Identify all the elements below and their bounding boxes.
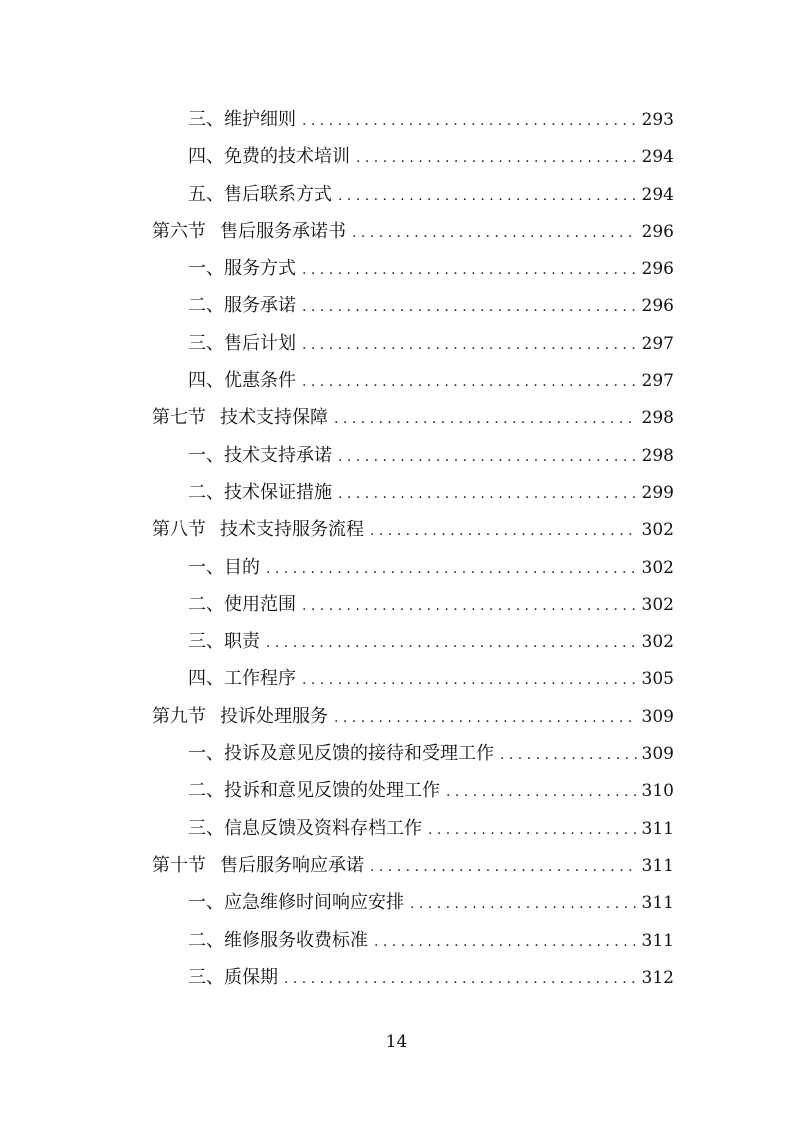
toc-subsection-entry[interactable] <box>152 437 674 474</box>
toc-entry-number: 三、 <box>188 817 224 839</box>
toc-entry-label <box>188 810 422 847</box>
toc-entry-page: 297 <box>641 371 674 392</box>
toc-entry-number: 二、 <box>188 593 224 615</box>
toc-dot-leader <box>302 327 638 364</box>
toc-section-entry[interactable] <box>152 698 674 735</box>
toc-subsection-entry[interactable] <box>152 138 674 175</box>
toc-subsection-entry[interactable] <box>152 810 674 847</box>
toc-entry-page: 296 <box>641 296 674 317</box>
toc-subsection-entry[interactable] <box>152 735 674 772</box>
toc-dot-leader <box>338 178 638 215</box>
toc-subsection-entry[interactable] <box>152 660 674 697</box>
toc-entry-title: 工作程序 <box>224 668 296 690</box>
toc-entry-title: 售后计划 <box>224 332 296 354</box>
toc-entry-title: 服务方式 <box>224 258 296 280</box>
toc-entry-label <box>188 660 296 697</box>
toc-entry-page: 309 <box>641 706 674 727</box>
toc-entry-label <box>188 250 296 287</box>
toc-entry-label <box>188 325 296 362</box>
toc-subsection-entry[interactable] <box>152 772 674 809</box>
toc-entry-number: 一、 <box>188 892 224 914</box>
toc-section-entry[interactable] <box>152 847 674 884</box>
toc-entry-page: 294 <box>641 184 674 205</box>
toc-entry-number: 二、 <box>188 780 224 802</box>
toc-entry-label <box>188 922 368 959</box>
toc-entry-number: 四、 <box>188 668 224 690</box>
toc-entry-page: 299 <box>641 482 674 503</box>
toc-dot-leader <box>352 215 638 252</box>
toc-entry-number: 第十节 <box>152 854 206 876</box>
toc-section-entry[interactable] <box>152 213 674 250</box>
toc-entry-page: 296 <box>641 221 674 242</box>
toc-entry-number: 一、 <box>188 556 224 578</box>
toc-entry-number: 一、 <box>188 743 224 765</box>
toc-entry-page: 298 <box>641 408 674 429</box>
toc-subsection-entry[interactable] <box>152 325 674 362</box>
toc-entry-title: 维修服务收费标准 <box>224 929 368 951</box>
toc-entry-title: 优惠条件 <box>224 370 296 392</box>
toc-entry-number: 二、 <box>188 295 224 317</box>
toc-entry-page: 310 <box>641 781 674 802</box>
toc-entry-label <box>152 399 328 436</box>
toc-entry-page: 302 <box>641 594 674 615</box>
toc-entry-number: 第七节 <box>152 407 206 429</box>
toc-entry-title: 免费的技术培训 <box>224 146 350 168</box>
toc-entry-label <box>188 586 296 623</box>
toc-entry-number: 三、 <box>188 966 224 988</box>
toc-dot-leader <box>374 924 638 961</box>
toc-entry-number: 二、 <box>188 929 224 951</box>
toc-entry-label <box>188 437 332 474</box>
toc-entry-page: 311 <box>641 855 674 876</box>
toc-entry-label <box>152 847 364 884</box>
toc-entry-title: 售后服务响应承诺 <box>220 854 364 876</box>
toc-section-entry[interactable] <box>152 511 674 548</box>
toc-dot-leader <box>302 103 638 140</box>
toc-subsection-entry[interactable] <box>152 586 674 623</box>
toc-entry-title: 使用范围 <box>224 593 296 615</box>
toc-entry-number: 三、 <box>188 631 224 653</box>
toc-entry-label <box>188 176 332 213</box>
toc-entry-page: 302 <box>641 632 674 653</box>
toc-dot-leader <box>266 625 638 662</box>
toc-subsection-entry[interactable] <box>152 959 674 996</box>
toc-entry-label <box>188 549 260 586</box>
toc-entry-page: 311 <box>641 893 674 914</box>
toc-subsection-entry[interactable] <box>152 922 674 959</box>
toc-dot-leader <box>338 476 638 513</box>
toc-entry-label <box>188 138 350 175</box>
toc-entry-label <box>188 474 332 511</box>
toc-entry-label <box>188 959 278 996</box>
toc-subsection-entry[interactable] <box>152 101 674 138</box>
toc-entry-number: 五、 <box>188 183 224 205</box>
toc-entry-title: 服务承诺 <box>224 295 296 317</box>
toc-entry-title: 质保期 <box>224 966 278 988</box>
toc-entry-number: 四、 <box>188 146 224 168</box>
toc-entry-page: 302 <box>641 520 674 541</box>
toc-dot-leader <box>370 849 638 886</box>
toc-entry-page: 311 <box>641 930 674 951</box>
toc-entry-label <box>152 698 328 735</box>
toc-entry-page: 309 <box>641 744 674 765</box>
toc-dot-leader <box>370 513 638 550</box>
toc-entry-title: 技术支持保障 <box>220 407 328 429</box>
toc-entry-page: 305 <box>641 669 674 690</box>
toc-entry-title: 技术支持服务流程 <box>220 519 364 541</box>
toc-dot-leader <box>338 439 638 476</box>
toc-entry-number: 二、 <box>188 481 224 503</box>
toc-entry-page: 302 <box>641 557 674 578</box>
toc-subsection-entry[interactable] <box>152 176 674 213</box>
toc-subsection-entry[interactable] <box>152 549 674 586</box>
toc-dot-leader <box>302 289 638 326</box>
toc-dot-leader <box>302 588 638 625</box>
toc-entry-title: 信息反馈及资料存档工作 <box>224 817 422 839</box>
toc-entry-number: 三、 <box>188 332 224 354</box>
toc-entry-page: 294 <box>641 147 674 168</box>
toc-dot-leader <box>302 364 638 401</box>
toc-entry-label <box>152 213 346 250</box>
toc-dot-leader <box>428 812 638 849</box>
page-number: 14 <box>385 1032 408 1052</box>
toc-entry-title: 投诉和意见反馈的处理工作 <box>224 780 440 802</box>
toc-dot-leader <box>356 140 638 177</box>
toc-subsection-entry[interactable] <box>152 362 674 399</box>
toc-entry-page: 311 <box>641 818 674 839</box>
toc-entry-label <box>188 101 296 138</box>
toc-entry-number: 三、 <box>188 109 224 130</box>
toc-entry-label <box>188 735 494 772</box>
toc-entry-title: 应急维修时间响应安排 <box>224 892 404 914</box>
toc-entry-title: 维护细则 <box>224 109 296 130</box>
toc-dot-leader <box>302 662 638 699</box>
toc-entry-title: 技术保证措施 <box>224 481 332 503</box>
toc-subsection-entry[interactable] <box>152 287 674 324</box>
toc-entry-title: 售后联系方式 <box>224 183 332 205</box>
toc-entry-number: 第九节 <box>152 705 206 727</box>
toc-entry-number: 一、 <box>188 444 224 466</box>
toc-entry-title: 售后服务承诺书 <box>220 220 346 242</box>
toc-entry-number: 四、 <box>188 370 224 392</box>
toc-subsection-entry[interactable] <box>152 884 674 921</box>
toc-dot-leader <box>500 737 638 774</box>
toc-entry-label <box>152 511 364 548</box>
toc-entry-page: 293 <box>641 110 674 130</box>
table-of-contents <box>152 101 674 996</box>
toc-entry-title: 技术支持承诺 <box>224 444 332 466</box>
toc-entry-label <box>188 623 260 660</box>
toc-dot-leader <box>302 252 638 289</box>
toc-entry-label <box>188 362 296 399</box>
toc-entry-label <box>188 772 440 809</box>
toc-dot-leader <box>266 551 638 588</box>
toc-entry-page: 296 <box>641 259 674 280</box>
toc-entry-title: 目的 <box>224 556 260 578</box>
toc-dot-leader <box>410 886 638 923</box>
toc-entry-page: 312 <box>641 967 674 988</box>
toc-dot-leader <box>334 401 638 438</box>
toc-entry-title: 投诉及意见反馈的接待和受理工作 <box>224 743 494 765</box>
toc-dot-leader <box>284 961 638 998</box>
toc-entry-number: 第六节 <box>152 220 206 242</box>
toc-entry-title: 投诉处理服务 <box>220 705 328 727</box>
toc-dot-leader <box>446 774 638 811</box>
toc-entry-title: 职责 <box>224 631 260 653</box>
toc-subsection-entry[interactable] <box>152 474 674 511</box>
toc-entry-label <box>188 287 296 324</box>
toc-entry-label <box>188 884 404 921</box>
toc-section-entry[interactable] <box>152 399 674 436</box>
toc-entry-page: 298 <box>641 445 674 466</box>
toc-entry-number: 一、 <box>188 258 224 280</box>
toc-subsection-entry[interactable] <box>152 250 674 287</box>
toc-entry-page: 297 <box>641 333 674 354</box>
toc-subsection-entry[interactable] <box>152 623 674 660</box>
toc-entry-number: 第八节 <box>152 519 206 541</box>
toc-dot-leader <box>334 700 638 737</box>
